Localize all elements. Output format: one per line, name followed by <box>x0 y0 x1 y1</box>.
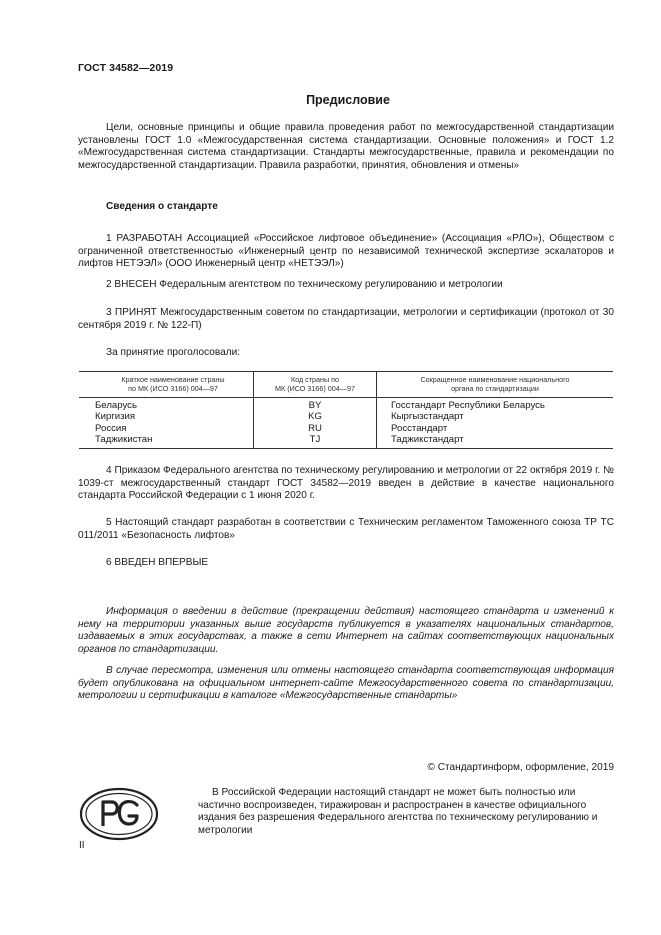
table-cell-country: Россия <box>95 422 127 434</box>
item-6-paragraph: 6 ВВЕДЕН ВПЕРВЫЕ <box>106 557 209 568</box>
item-4-paragraph: 4 Приказом Федерального агентства по техническому регулированию и метрологии от 22 октября 2019 г. № 1039-ст межгосударственный стандарт ГОСТ 34582—2019 введен в действие в качестве национального стандарта Российской Федерации с 1 июня 2020 г. <box>78 465 614 502</box>
document-code: ГОСТ 34582—2019 <box>78 62 174 74</box>
table-cell-country: Киргизия <box>95 411 136 423</box>
table-row <box>79 411 613 422</box>
item-5-paragraph: 5 Настоящий стандарт разработан в соответствии с Техническим регламентом Таможенного союза ТР ТС 011/2011 «Безопасность лифтов» <box>78 517 614 541</box>
page-number: II <box>79 840 85 851</box>
item-3-paragraph: 3 ПРИНЯТ Межгосударственным советом по стандартизации, метрологии и сертификации (протокол от 30 сентября 2019 г. № 122-П) <box>78 307 614 331</box>
table-cell-body: Госстандарт Республики Беларусь <box>377 398 614 412</box>
voted-label: За принятие проголосовали: <box>106 347 241 358</box>
info-paragraph-1: Информация о введении в действие (прекращении действия) настоящего стандарта и изменений к нему на территории указанных выше государств публикуется в указателях национальных стандартов, издаваемых в этих государствах, а также в сети Интернет на сайтах соответствующих национальных органов по стандартизации. <box>78 606 614 655</box>
table-header-code: Код страны по МК (ИСО 3166) 004—97 <box>254 372 377 398</box>
table-cell-body: Росстандарт <box>377 423 614 434</box>
table-cell-body: Кыргызстандарт <box>377 411 614 422</box>
table-cell-code: TJ <box>254 434 377 448</box>
table-row <box>79 398 613 412</box>
voting-table <box>79 371 613 449</box>
table-cell-code: BY <box>254 398 377 412</box>
table-row <box>79 434 613 448</box>
table-cell-country: Таджикистан <box>79 434 254 448</box>
rst-logo-icon <box>79 786 159 842</box>
copyright-notice: © Стандартинформ, оформление, 2019 <box>427 762 614 773</box>
item-2-paragraph: 2 ВНЕСЕН Федеральным агентством по техническому регулированию и метрологии <box>106 279 503 290</box>
intro-paragraph: Цели, основные принципы и общие правила проведения работ по межгосударственной стандартизации установлены ГОСТ 1.0 «Межгосударственная система стандартизации. Основные положения» и ГОСТ 1.2 «Межгосударственная система стандартизации. Стандарты межгосударственные, правила и рекомендации по межгосударственной стандартизации. Правила разработки, принятия, обновления и отмены» <box>78 122 614 171</box>
table-cell-code: RU <box>254 423 377 434</box>
table-cell-body: Таджикстандарт <box>377 434 614 448</box>
table-header-country: Краткое наименование страны по МК (ИСО 3166) 004—97 <box>79 372 254 398</box>
item-1-paragraph: 1 РАЗРАБОТАН Ассоциацией «Российское лифтовое объединение» (Ассоциация «РЛО»), Обществом с ограниченной ответственностью «Инженерный центр по независимой технической экспертизе эскалаторов и лифтов НЕТЭЭЛ» (ООО Инженерный центр «НЕТЭЭЛ») <box>78 233 614 270</box>
table-header-row <box>79 372 613 398</box>
page-title: Предисловие <box>306 93 390 107</box>
table-cell-country: Беларусь <box>95 400 137 411</box>
table-header-body: Сокращенное наименование национального органа по стандартизации <box>377 372 614 398</box>
table-row <box>79 423 613 434</box>
section-heading: Сведения о стандарте <box>106 201 218 212</box>
table-cell-code: KG <box>254 411 377 422</box>
info-paragraph-2: В случае пересмотра, изменения или отмены настоящего стандарта соответствующая информация будет опубликована на официальном интернет-сайте Межгосударственного совета по стандартизации, метрологии и сертификации в каталоге «Межгосударственные стандарты» <box>78 665 614 702</box>
reproduction-notice: В Российской Федерации настоящий стандарт не может быть полностью или частично воспроизведен, тиражирован и распространен в качестве официального издания без разрешения Федерального агентства по техническому регулированию и метрологии <box>198 787 598 836</box>
